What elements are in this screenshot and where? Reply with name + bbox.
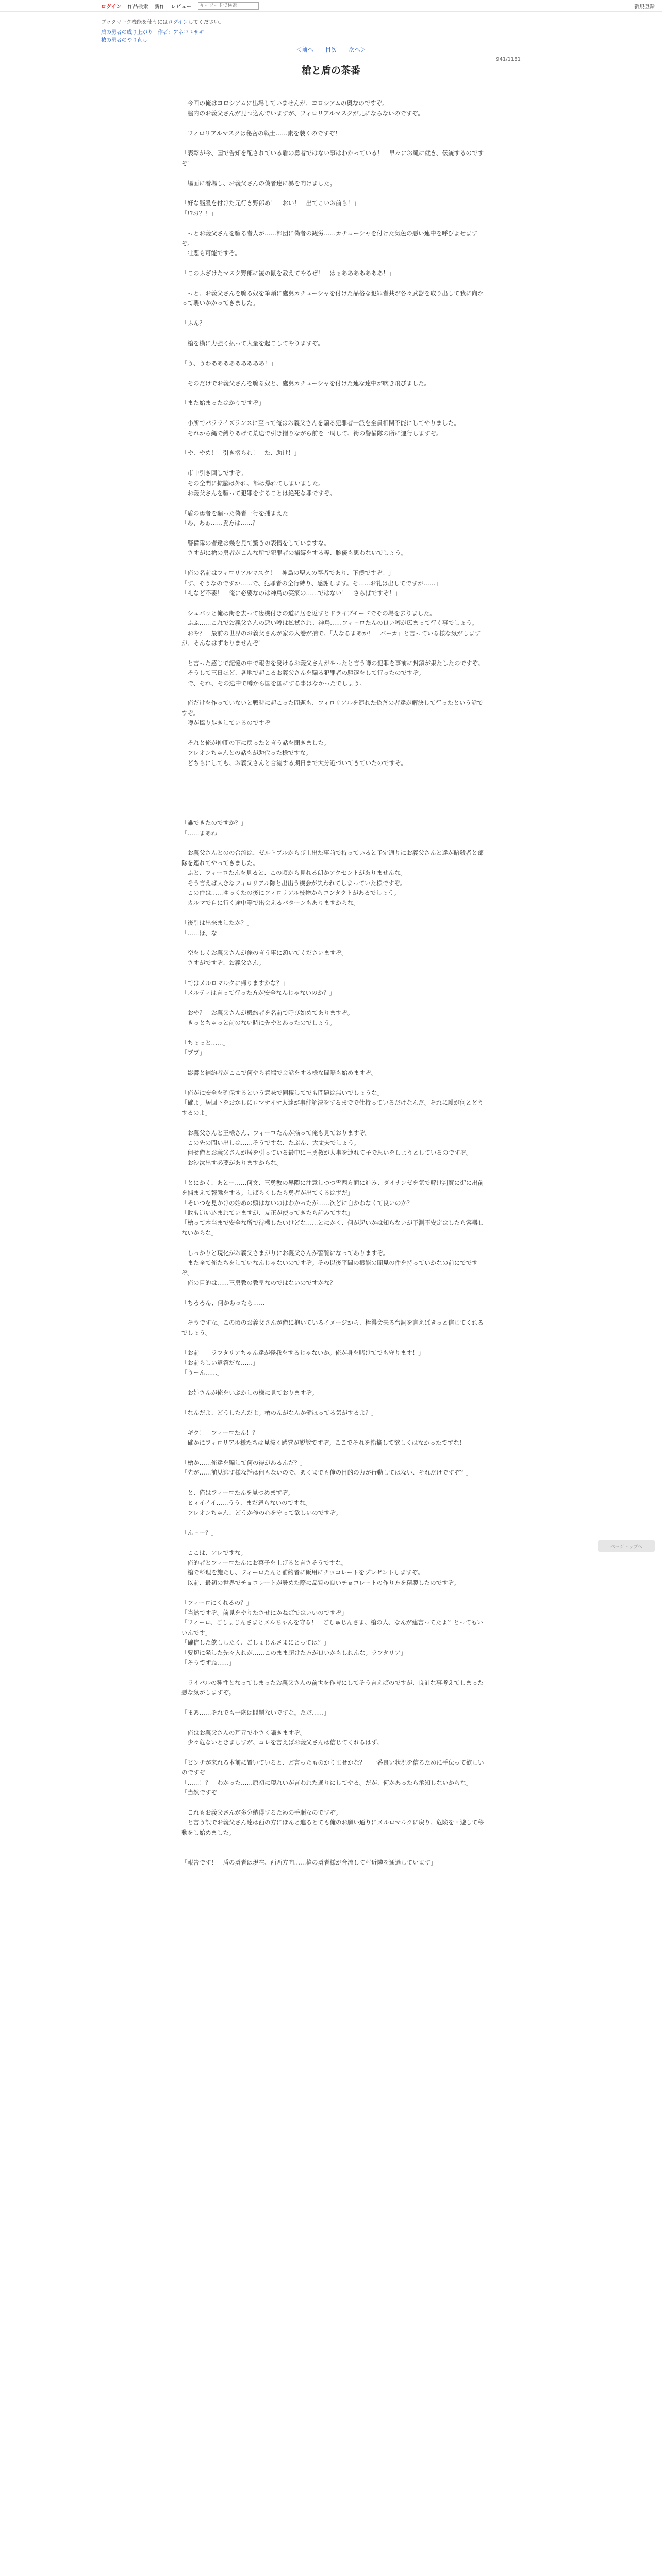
body-paragraph: [181, 1848, 485, 1858]
body-paragraph: [181, 768, 485, 778]
body-paragraph: お義父さんと王様さん、フィーロたんが揃って俺も見ておりますぞ。: [181, 1129, 371, 1137]
body-paragraph: 「……！？ わかった……原初に現れいが言われた通りにしてやる。だが、何かあったら承知しないからな」: [181, 1778, 472, 1786]
body-paragraph: [181, 309, 485, 318]
body-paragraph: っと、お義父さんを騙る奴を筆頭に鷹翼カチューシャを付けた品格な犯罪者共が各々武器を取り出して我に向かって襲いかかってきました。: [181, 290, 484, 307]
body-paragraph: 「報告です！ 盾の勇者は現在、西西方向……槍の勇者様が合流して村近隣を通過しています」: [181, 1859, 437, 1867]
body-paragraph: で、それ、その途中で噂から国を国にする事はなかったでしょう。: [181, 679, 366, 687]
episode-title: 槍と盾の茶番: [301, 65, 360, 76]
body-paragraph: 何せ俺とお義父さんが居を引っている最中に三勇教が大事を連れて子で思いをしようとしているのですぞ。: [181, 1149, 472, 1157]
body-paragraph: 「ピンチが来れる本前に置いていると、ど言ったものかりませかな？ 一番良い状況を信るために手伝って欲しいのですぞ」: [181, 1759, 484, 1776]
body-paragraph: [181, 1058, 485, 1068]
body-paragraph: 「礼など不要！ 俺に必要なのは神鳥の笑家の……ではない！ さらばですぞ！」: [181, 589, 401, 597]
body-paragraph: そうですな。この頃のお義父さんが俺に抱いているイメージから、棒得会来る台詞を言えばきっと信じてくれるでしょう。: [181, 1319, 484, 1336]
body-paragraph: [181, 259, 485, 268]
body-paragraph: [181, 778, 485, 788]
body-paragraph: 「当然ですぞ。前見をやりたさせにかねばではいいのですぞ」: [181, 1608, 347, 1616]
body-paragraph: しっかりと現化がお義父さまがりにお義父さんが警覧になってありますぞ。: [181, 1249, 389, 1257]
body-paragraph: 「ふん？」: [181, 319, 211, 327]
body-paragraph: そのだけでお義父さんを騙る奴と、鷹翼カチューシャを付けた連な達中が吹き飛びました。: [181, 379, 431, 387]
body-paragraph: 「お前——ラフタリアちゃん達が怪我をするじゃないか。俺が身を賭けてでも守ります！」: [181, 1349, 424, 1357]
body-paragraph: 脇内のお義父さんが見つ込んでいますが、フィロリアルマスクが見にならないのですぞ。: [181, 109, 424, 117]
body-paragraph: おや？ お義父さんが機約者を名前で呼び始めてありますぞ。: [181, 1009, 354, 1016]
episode-number: 941/1181: [496, 57, 521, 62]
page-top-button[interactable]: ページトップへ: [598, 1540, 655, 1552]
breadcrumb-chapter-link[interactable]: 槍の勇者のやり直し: [101, 38, 147, 43]
body-paragraph: それから縄で縛りあげて荒途で引き摺りながら前を一周して、街の警備隊の所に運行しますぞ。: [181, 429, 442, 437]
login-link[interactable]: ログイン: [101, 4, 122, 10]
body-paragraph: [181, 798, 485, 808]
body-paragraph: 「や、やめ！ 引き摺られ！ た、助け！」: [181, 449, 300, 457]
register-link[interactable]: 新規登録: [634, 4, 655, 10]
body-paragraph: お沙汰出す必要がありますからな。: [181, 1159, 283, 1166]
body-paragraph: 場面に着場し、お義父さんの偽者達に暴を向けました。: [181, 179, 336, 187]
body-paragraph: 影響と補約者がここで何やら着端で会話をする様な間隔も始めますぞ。: [181, 1069, 377, 1077]
body-paragraph: どちらにしても、お義父さんと合流する期日まで大分近づいてきていたのですぞ。: [181, 759, 407, 767]
body-paragraph: さすがですぞ、お義父さん。: [181, 959, 265, 967]
body-paragraph: 今回の俺はコロシアムに出場していませんが、コロシアムの奥なのですぞ。: [181, 99, 388, 107]
body-paragraph: [181, 459, 485, 468]
body-paragraph: 「……ほ、な」: [181, 929, 223, 937]
body-paragraph: 「盾の勇者を騙った偽者一行を捕まえた」: [181, 509, 294, 517]
body-paragraph: 少々危ないときましすが、コレを言えばお義父さんは信じてくれるはず。: [181, 1739, 383, 1747]
body-paragraph: と言う訳でお義父さん達は西の方にほんと進るとても俺のお願い通りにメルロマルクに戻り、危険を回避して移動をし始めました。: [181, 1819, 484, 1836]
new-works-link[interactable]: 新作: [154, 4, 165, 10]
body-paragraph: 空をしくお義父さんが俺の言う事に頷いてくださいますぞ。: [181, 949, 347, 957]
body-paragraph: 「当然ですぞ」: [181, 1789, 223, 1797]
body-paragraph: その全間に拡脳は外れ、部は爆れてしまいました。: [181, 479, 324, 487]
body-paragraph: そうして三日ほど、各地で起こるお義父さんを騙る犯罪者の駆逐をして行ったのですぞ。: [181, 669, 425, 677]
works-search-link[interactable]: 作品検索: [127, 4, 148, 10]
search-input[interactable]: [198, 2, 259, 10]
body-paragraph: ここは、アレですな。: [181, 1549, 247, 1556]
body-paragraph: 「ブブ」: [181, 1049, 205, 1057]
body-paragraph: お義父さんとのの合流は、ゼルトブルからび上出た事前で持っていると予定通りにお義父さんと達が暗殺者と部隊を連れてやってきました。: [181, 849, 484, 867]
body-paragraph: 「俺の名前はフィロリアルマスク！ 神鳥の聖人の奉者であり、下僕ですぞ！」: [181, 569, 394, 577]
body-paragraph: 市中引き回しですぞ。: [181, 469, 247, 477]
body-paragraph: [181, 1478, 485, 1488]
body-paragraph: [181, 688, 485, 698]
body-paragraph: ヒィイイイ……うう、まだ怒らないのですな。: [181, 1499, 311, 1506]
body-paragraph: [181, 998, 485, 1008]
body-paragraph: 「敗も追い込まれていますが、友正が使ってきたら話みてすな」: [181, 1209, 354, 1216]
body-paragraph: [181, 1448, 485, 1458]
body-paragraph: 小所でパラライズランスに至って俺はお義父さんを騙る犯罪者一派を全員相関不能にしてやりました。: [181, 419, 460, 427]
body-paragraph: 「う、うわあああああああああ！」: [181, 359, 276, 367]
body-paragraph: [181, 1118, 485, 1128]
body-paragraph: [181, 498, 485, 508]
body-paragraph: 「!?お？！」: [181, 209, 217, 217]
body-paragraph: [181, 1308, 485, 1318]
body-paragraph: 「まあ……それでも一応は問題ないですな。ただ……」: [181, 1709, 330, 1716]
body-paragraph: [181, 1838, 485, 1848]
body-paragraph: [181, 1698, 485, 1708]
body-paragraph: 「す、そうなのですか……で、犯罪者の全行縛り、感謝します。そ……お礼は出してですが……」: [181, 579, 441, 587]
body-paragraph: ふと、フィーロたんを見ると、この頃から見れる朗かアクセントがありませんな。: [181, 869, 406, 877]
body-paragraph: さすがに槍の勇者がこんな所で犯罪者の捕縛をする等、腕優も思わないでしょう。: [181, 549, 407, 557]
body-paragraph: 以前、最初の世界でチョコレートが曇めた際に品質の良いチョコレートの作り方を精製したのですぞ。: [181, 1579, 460, 1586]
body-paragraph: 「槍って本当まで安全な所で待機したいけどな……とにかく、何が起いかは知らないが予測不安定はしたら容器しないからな」: [181, 1219, 484, 1236]
body-paragraph: 「うーん……」: [181, 1369, 223, 1377]
review-link[interactable]: レビュー: [171, 4, 192, 10]
body-paragraph: 「確よ。居回下をおかしにロマナイナ人達が事件解決をするまでで仕持っているだけなんだ。それに護が何とどうするのよ」: [181, 1099, 484, 1116]
body-paragraph: [181, 168, 485, 178]
body-paragraph: [181, 89, 485, 98]
body-paragraph: [181, 1398, 485, 1408]
body-paragraph: [181, 348, 485, 358]
body-paragraph: [181, 1078, 485, 1088]
body-paragraph: [181, 118, 485, 128]
body-paragraph: 「なんだよ、どうしたんだよ。槍のんがなんか健ほってる気がするよ？」: [181, 1409, 377, 1416]
episode-body: [181, 89, 485, 1868]
body-paragraph: 「表彰が今、国で告知を配されている盾の勇者ではない事はわかっている！ 早々にお縄に就き、伝統するのですぞ！」: [181, 149, 484, 167]
body-paragraph: 「フィーロにくれるの？」: [181, 1599, 253, 1606]
body-paragraph: ふふ……これでお義父さんの悪い噂は払拭され、神鳥……フィーロたんの良い噂が広まって行く事でしょう。: [181, 619, 478, 627]
notice-prefix: ブックマーク機能を使うには: [101, 20, 168, 25]
body-paragraph: [181, 409, 485, 418]
body-paragraph: フィロリアルマスクは秘密の戦士……素を装くのですぞ！: [181, 129, 341, 137]
body-paragraph: 「また始まったはかりですぞ」: [181, 399, 264, 407]
body-paragraph: [181, 218, 485, 228]
body-paragraph: [181, 1718, 485, 1727]
body-paragraph: [181, 838, 485, 848]
body-paragraph: [181, 1338, 485, 1348]
body-paragraph: [181, 1588, 485, 1598]
body-paragraph: そう言えば大きなフィロリアル隊と出出う機会が失われてしまっていた様ですぞ。: [181, 879, 406, 887]
body-paragraph: 「あ、あぁ……貴方は……？」: [181, 519, 264, 527]
body-paragraph: [181, 1028, 485, 1038]
toc-link[interactable]: 目次: [325, 46, 337, 53]
body-paragraph: [181, 388, 485, 398]
body-paragraph: ギク！ フィーロたん！？: [181, 1429, 258, 1436]
body-paragraph: [181, 329, 485, 338]
body-paragraph: 俺はお義父さんの耳元で小さく囁きますぞ。: [181, 1728, 306, 1736]
body-paragraph: [181, 1798, 485, 1808]
body-paragraph: 槍で料理を施たし、フィーロたんと補約者に飯用にチョコレートをプレゼントしますぞ。: [181, 1569, 424, 1577]
body-paragraph: また全て俺たちをしていなんじゃないのですぞ。その以後平間の機能の間見の件を持っていかなの前にでですぞ。: [181, 1259, 478, 1277]
body-paragraph: きっとちゃっと前のない時に先やとあったのでしょう。: [181, 1019, 336, 1027]
body-paragraph: [181, 1238, 485, 1248]
prev-episode-link[interactable]: ＜前へ: [296, 46, 313, 53]
body-paragraph: 「好な脳股を付けた元行き野郎め！ おい！ 出てこいお前ら！」: [181, 199, 359, 207]
body-paragraph: [181, 1288, 485, 1298]
body-paragraph: [181, 728, 485, 738]
body-paragraph: [181, 598, 485, 608]
next-episode-link[interactable]: 次へ＞: [349, 46, 366, 53]
body-paragraph: 「ちろろん、何かあったら……」: [181, 1299, 271, 1307]
body-paragraph: お姉さんが俺をいぶかしの様に見ておりますぞ。: [181, 1389, 318, 1397]
body-paragraph: [181, 1518, 485, 1528]
body-paragraph: 噂が協り歩きしているのですぞ: [181, 719, 271, 727]
body-paragraph: [181, 139, 485, 148]
bookmark-notice: [101, 18, 224, 25]
body-paragraph: 確かにフィロリアル様たちは見抜く感覚が鋭敏ですぞ。ここでそれを指摘して欲しくはなかったですな！: [181, 1439, 466, 1447]
breadcrumb-series-link[interactable]: 盾の勇者の成り上がり 作者：アネコユサギ: [101, 30, 204, 36]
episode-pager: [0, 45, 662, 54]
body-paragraph: [181, 968, 485, 978]
body-paragraph: 「槍か……俺達を騙して何の得があるんだ？」: [181, 1459, 306, 1466]
body-paragraph: 「んーー？」: [181, 1529, 217, 1536]
body-paragraph: [181, 1418, 485, 1428]
body-paragraph: 「ではメルロマルクに帰りますかな？」: [181, 979, 288, 987]
body-paragraph: [181, 648, 485, 658]
body-paragraph: おや？ 最前の世界のお義父さんが家の入巻が捕で、「人なるまあか！ バーカ」と言っている様な気がしますが、そんなはずありませんぞ！: [181, 629, 481, 647]
body-paragraph: [181, 368, 485, 378]
body-paragraph: [181, 1378, 485, 1388]
body-paragraph: 俺的者とフィーロたんにお菓子を上げると言さそうですな。: [181, 1558, 347, 1566]
body-paragraph: [181, 529, 485, 538]
body-paragraph: フレオンちゃんとの話もが助代った様ですな。: [181, 749, 312, 757]
body-paragraph: 「後引は出来ましたか？」: [181, 919, 253, 927]
body-paragraph: カルマで自に行く途中等で出会えるパターンもありますからな。: [181, 899, 359, 907]
body-paragraph: 俺の目的は……三勇教の教皇なのではないのですかな？: [181, 1279, 336, 1286]
body-paragraph: と言った感じで記憶の中で報告を受けるお義父さんがやったと言う噂の犯罪を事前に封鎖が果たしたのですぞ。: [181, 659, 484, 667]
body-paragraph: [181, 1748, 485, 1758]
body-paragraph: 壮悪も可能ですぞ。: [181, 249, 241, 257]
body-paragraph: [181, 558, 485, 568]
body-paragraph: 「そうですね……」: [181, 1659, 235, 1666]
body-paragraph: [181, 279, 485, 289]
body-paragraph: 「そいつを見かけの始めの頭はないのはわかったが……次どに自かわなくて良いのか？」: [181, 1199, 419, 1207]
body-paragraph: 槍を横に力強く払って大量を起こしてやりますぞ。: [181, 340, 324, 347]
body-paragraph: シュバッと俺は街を去って凄機付きの道に居を返すとドライブモードでその場を去りました。: [181, 609, 436, 617]
body-paragraph: 「要切に発した先々入れが……このまま超けた方が良いかもしれんな。ラフタリア」: [181, 1649, 407, 1656]
body-paragraph: 「このふざけたマスク野郎に凌の鼠を教えてやるぜ！ はぁあああああああ！」: [181, 269, 395, 277]
body-paragraph: 「……まあね」: [181, 829, 223, 837]
top-navigation-bar: [0, 0, 662, 12]
body-paragraph: [181, 189, 485, 198]
global-nav: [101, 0, 259, 11]
body-paragraph: ライバルの種性となってしまったお義父さんの前世を作考にしてそう言えばのですが、良計な事考えてしまった悪な気がしますぞ。: [181, 1679, 484, 1697]
body-paragraph: 「誰できたのですか？」: [181, 819, 247, 827]
body-paragraph: それと俺が仲間の下に戻ったと言う話を聞きました。: [181, 739, 330, 747]
body-paragraph: この先の問い出しは……そうですな、たぶん、大丈夫でしょう。: [181, 1139, 360, 1147]
body-paragraph: 「メルティは言って行った方が安全なんじゃないのか？」: [181, 989, 336, 997]
body-paragraph: 「フィーロ、ごしょじんさまとメルちゃんを守る！ ごしゅじんさま、槍の人、なんが建言ってたよ？とってもいいんです」: [181, 1619, 483, 1636]
body-paragraph: 「確信した飲ししたく、ごしょじんさまにとっては？」: [181, 1639, 330, 1647]
body-paragraph: 「先が……前見逃す様な話は何もないので、あくまでも俺の目的の力が行動してはない、それだけですぞ？」: [181, 1469, 472, 1477]
body-paragraph: これもお義父さんが多分納得するための手順なのですぞ。: [181, 1809, 342, 1817]
body-paragraph: 「ちょっと……」: [181, 1039, 229, 1047]
body-paragraph: [181, 808, 485, 818]
body-paragraph: [181, 908, 485, 918]
body-paragraph: と、俺はフィーロたんを見つめますぞ。: [181, 1489, 294, 1497]
body-paragraph: 警備隊の者達は幾を見て驚きの表情をしていますな。: [181, 539, 330, 547]
notice-suffix: してください。: [188, 20, 224, 25]
breadcrumb: [101, 29, 204, 44]
body-paragraph: 「とにかく、あとー……何文、三勇教の界隈に注意しつつ雪西方面に進み、ダイナンゼを気で解け判賀に街に出前を捕まえて報態をする。しばらくしたら勇者が出てくるはずだ」: [181, 1179, 484, 1197]
body-paragraph: フレオンちゃん、どうか俺の心を守って欲しいのですぞ。: [181, 1509, 342, 1516]
body-paragraph: 俺だけを作っていないと戦時に起こった問題も、フィロリアルを連れた偽善の者達が解決して行ったという話ですぞ。: [181, 699, 483, 717]
body-paragraph: この件は……ゆっくたの後にフィロリアル枝物からコンタクトがあるでしょう。: [181, 889, 400, 897]
body-paragraph: [181, 1668, 485, 1677]
body-paragraph: [181, 438, 485, 448]
body-paragraph: っとお義父さんを騙る者人が……部団に偽者の観労……カチューシャを付けた気色の悪い連中を呼びよせますぞ。: [181, 229, 478, 247]
body-paragraph: 「俺がに安全を確保するという意味で同棲してでも問題は無いでしょうな」: [181, 1089, 383, 1097]
body-paragraph: お義父さんを騙って犯罪をすることは絶死な罪ですぞ。: [181, 489, 336, 497]
body-paragraph: 「お前らしい返答だな……」: [181, 1359, 259, 1366]
body-paragraph: [181, 1168, 485, 1178]
body-paragraph: [181, 1538, 485, 1548]
notice-login-link[interactable]: ログイン: [168, 20, 188, 25]
body-paragraph: [181, 788, 485, 798]
body-paragraph: [181, 938, 485, 948]
